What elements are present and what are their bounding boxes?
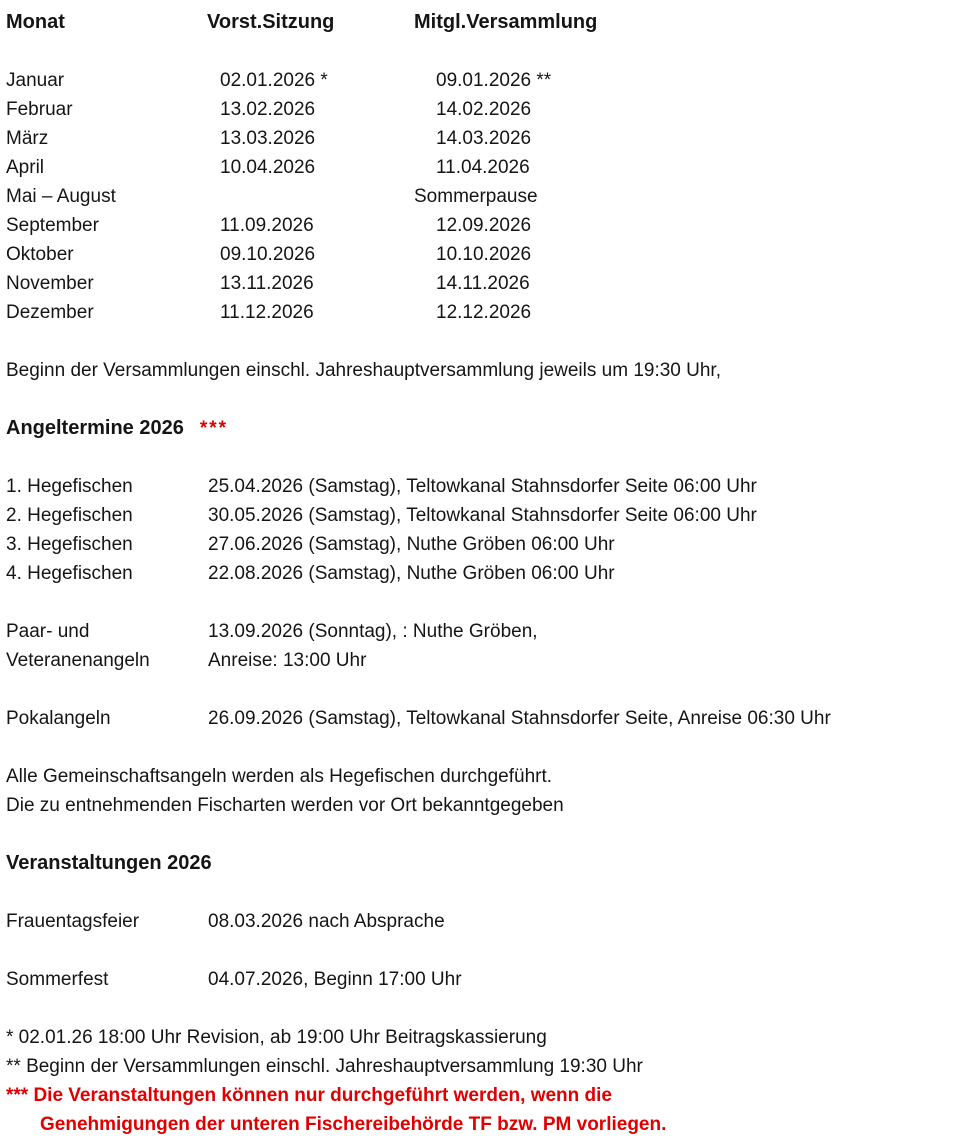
spacer (6, 37, 970, 66)
vorst-sitzung-date: 02.01.2026 * (220, 70, 328, 91)
meeting-row-maerz (6, 124, 970, 153)
meeting-start-time-note: Beginn der Versammlungen einschl. Jahreshauptversammlung jeweils um 19:30 Uhr, (6, 360, 721, 381)
event-label: 1. Hegefischen (6, 476, 133, 497)
vorst-sitzung-date: 13.11.2026 (220, 273, 314, 294)
angeltermine-heading: Angeltermine 2026 (6, 417, 184, 439)
vorst-sitzung-date: 11.09.2026 (220, 215, 314, 236)
sommerpause-label: Sommerpause (414, 186, 538, 207)
meeting-row-januar (6, 66, 970, 95)
vorst-sitzung-date: 11.12.2026 (220, 302, 314, 323)
column-header-monat: Monat (6, 11, 65, 33)
meeting-row-april (6, 153, 970, 182)
triple-asterisk-mark: *** (199, 418, 229, 439)
month-label: November (6, 273, 94, 294)
month-label: April (6, 157, 45, 178)
meeting-row-september (6, 211, 970, 240)
footnote-double-asterisk: ** Beginn der Versammlungen einschl. Jahreshauptversammlung 19:30 Uhr (6, 1056, 643, 1077)
mitgl-versammlung-date: 14.03.2026 (436, 128, 532, 149)
spacer (6, 820, 970, 849)
mitgl-versammlung-date: 09.01.2026 ** (436, 70, 552, 91)
spacer (6, 385, 970, 414)
mitgl-versammlung-date: 12.09.2026 (436, 215, 532, 236)
spacer (6, 733, 970, 762)
hegefischen-row-2 (6, 501, 970, 530)
paar-veteranenangeln-row-1 (6, 617, 970, 646)
event-detail: 25.04.2026 (Samstag), Teltowkanal Stahnsdorfer Seite 06:00 Uhr (208, 476, 757, 497)
event-detail: 26.09.2026 (Samstag), Teltowkanal Stahnsdorfer Seite, Anreise 06:30 Uhr (208, 708, 831, 729)
paar-veteranenangeln-row-2 (6, 646, 970, 675)
month-label: Mai – August (6, 186, 116, 207)
vorst-sitzung-date (207, 182, 414, 211)
angeltermine-heading-line (6, 414, 970, 443)
event-detail: 08.03.2026 nach Absprache (208, 911, 445, 932)
event-label: 3. Hegefischen (6, 534, 133, 555)
meeting-row-november (6, 269, 970, 298)
mitgl-versammlung-date: 14.11.2026 (436, 273, 530, 294)
mitgl-versammlung-date: 12.12.2026 (436, 302, 532, 323)
meeting-table-header-row (6, 8, 970, 37)
column-header-vorst-sitzung: Vorst.Sitzung (207, 11, 335, 33)
veranstaltungen-heading: Veranstaltungen 2026 (6, 852, 212, 874)
event-detail: 27.06.2026 (Samstag), Nuthe Gröben 06:00 Uhr (208, 534, 615, 555)
event-detail: 22.08.2026 (Samstag), Nuthe Gröben 06:00 Uhr (208, 563, 615, 584)
event-detail: 30.05.2026 (Samstag), Teltowkanal Stahnsdorfer Seite 06:00 Uhr (208, 505, 757, 526)
month-label: Januar (6, 70, 65, 91)
month-label: Oktober (6, 244, 74, 265)
spacer (6, 327, 970, 356)
month-label: Februar (6, 99, 73, 120)
mitgl-versammlung-date: 11.04.2026 (436, 157, 530, 178)
vorst-sitzung-date: 10.04.2026 (220, 157, 316, 178)
gemeinschaftsangeln-note: Alle Gemeinschaftsangeln werden als Hegefischen durchgeführt. (6, 766, 553, 787)
spacer (6, 936, 970, 965)
event-label: 2. Hegefischen (6, 505, 133, 526)
spacer (6, 675, 970, 704)
hegefischen-row-4 (6, 559, 970, 588)
sommerfest-row (6, 965, 970, 994)
event-detail: 04.07.2026, Beginn 17:00 Uhr (208, 969, 462, 990)
event-label: Frauentagsfeier (6, 911, 140, 932)
event-label: Veteranenangeln (6, 650, 150, 671)
frauentagsfeier-row (6, 907, 970, 936)
event-label: Sommerfest (6, 969, 109, 990)
month-label: September (6, 215, 99, 236)
meeting-row-mai-august (6, 182, 970, 211)
pokalangeln-row (6, 704, 970, 733)
meeting-row-dezember (6, 298, 970, 327)
spacer (6, 588, 970, 617)
footnote-triple-asterisk-line-1: *** Die Veranstaltungen können nur durchgeführt werden, wenn die (6, 1085, 612, 1106)
vorst-sitzung-date: 09.10.2026 (220, 244, 316, 265)
hegefischen-row-1 (6, 472, 970, 501)
vorst-sitzung-date: 13.03.2026 (220, 128, 316, 149)
spacer (6, 443, 970, 472)
event-detail: Anreise: 13:00 Uhr (208, 650, 367, 671)
footnote-single-asterisk: * 02.01.26 18:00 Uhr Revision, ab 19:00 Uhr Beitragskassierung (6, 1027, 547, 1048)
meeting-row-oktober (6, 240, 970, 269)
mitgl-versammlung-date: 10.10.2026 (436, 244, 532, 265)
event-detail: 13.09.2026 (Sonntag), : Nuthe Gröben, (208, 621, 538, 642)
spacer (6, 878, 970, 907)
meeting-row-februar (6, 95, 970, 124)
month-label: Dezember (6, 302, 94, 323)
footnote-triple-asterisk-line-2: Genehmigungen der unteren Fischereibehörde TF bzw. PM vorliegen. (40, 1114, 667, 1135)
event-label: Paar- und (6, 621, 90, 642)
hegefischen-row-3 (6, 530, 970, 559)
spacer (6, 994, 970, 1023)
mitgl-versammlung-date: 14.02.2026 (436, 99, 532, 120)
fischarten-note: Die zu entnehmenden Fischarten werden vor Ort bekanntgegeben (6, 795, 564, 816)
column-header-mitgl-versammlung: Mitgl.Versammlung (414, 11, 598, 33)
event-label: Pokalangeln (6, 708, 111, 729)
vorst-sitzung-date: 13.02.2026 (220, 99, 316, 120)
event-label: 4. Hegefischen (6, 563, 133, 584)
month-label: März (6, 128, 49, 149)
